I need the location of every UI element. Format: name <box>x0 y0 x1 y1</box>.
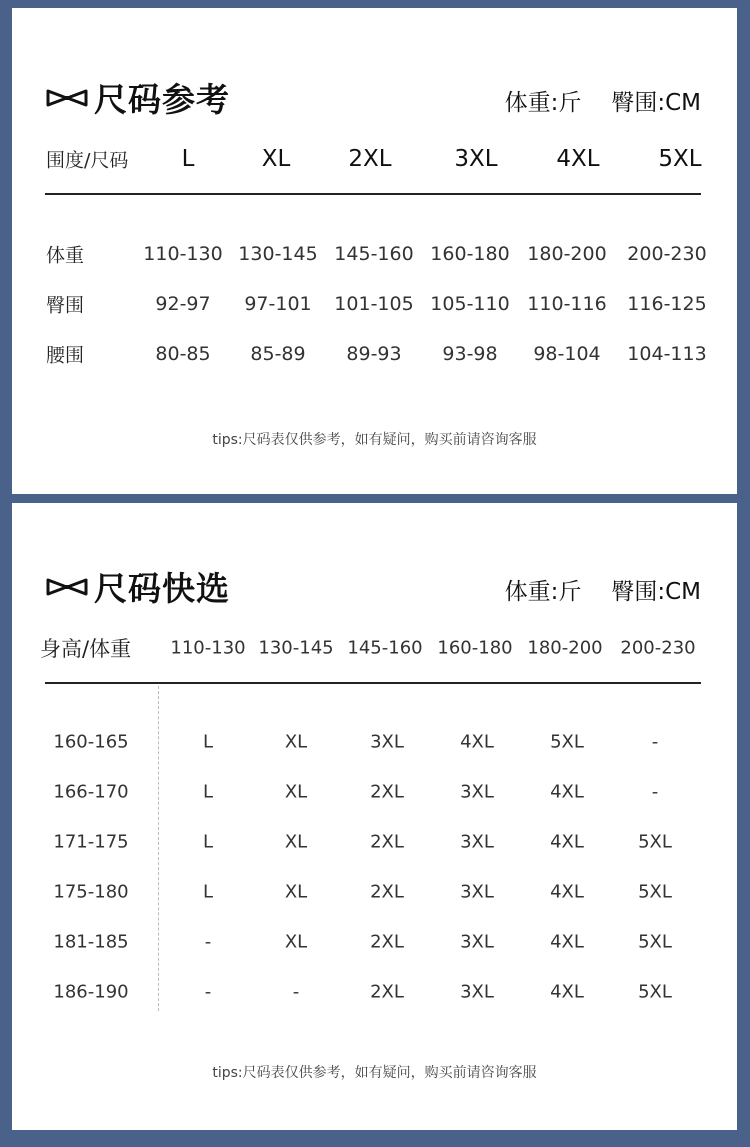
table-cell: L <box>202 781 214 803</box>
table-cell: 130-145 <box>238 243 318 265</box>
reference-title-row <box>46 74 230 121</box>
table-cell: 80-85 <box>155 343 211 365</box>
table-cell: 104-113 <box>627 343 707 365</box>
size-header-L: L <box>181 146 195 172</box>
table-cell: 5XL <box>550 731 584 753</box>
reference-units <box>505 84 701 117</box>
weight-unit-label: 体重:斤 <box>504 90 582 116</box>
height-label: 160-165 <box>53 731 129 753</box>
quick-header-divider <box>45 682 701 684</box>
weight-header: 130-145 <box>258 637 334 659</box>
table-cell: 145-160 <box>334 243 414 265</box>
table-cell: L <box>202 831 214 853</box>
table-cell: L <box>202 881 214 903</box>
table-cell: 2XL <box>370 781 404 803</box>
row-label-waist: 腰围 <box>46 344 85 367</box>
table-cell: 4XL <box>550 881 584 903</box>
weight-header: 110-130 <box>170 637 246 659</box>
row-label-weight: 体重 <box>46 244 85 267</box>
table-cell: - <box>292 981 300 1003</box>
hip-unit-label: 臀围:CM <box>611 579 701 605</box>
bow-tie-icon <box>46 88 88 108</box>
quick-units <box>505 573 701 606</box>
table-cell: 2XL <box>370 981 404 1003</box>
table-cell: 4XL <box>550 831 584 853</box>
table-cell: 160-180 <box>430 243 510 265</box>
table-cell: 2XL <box>370 881 404 903</box>
table-cell: 4XL <box>460 731 494 753</box>
table-cell: 89-93 <box>346 343 402 365</box>
height-label: 171-175 <box>53 831 129 853</box>
hip-unit-label: 臀围:CM <box>611 90 701 116</box>
table-cell: 92-97 <box>155 293 211 315</box>
quick-title-row <box>46 563 230 610</box>
weight-header: 200-230 <box>620 637 696 659</box>
table-cell: L <box>202 731 214 753</box>
quick-title: 尺码快选 <box>94 569 230 608</box>
table-cell: 116-125 <box>627 293 707 315</box>
height-label: 175-180 <box>53 881 129 903</box>
size-header-3XL: 3XL <box>454 146 498 172</box>
height-label: 181-185 <box>53 931 129 953</box>
weight-unit-label: 体重:斤 <box>504 579 582 605</box>
table-cell: XL <box>284 881 308 903</box>
table-cell: XL <box>284 831 308 853</box>
weight-header: 145-160 <box>347 637 423 659</box>
table-cell: 93-98 <box>442 343 498 365</box>
table-cell: 85-89 <box>250 343 306 365</box>
table-cell: 98-104 <box>533 343 601 365</box>
table-cell: 3XL <box>460 981 494 1003</box>
table-cell: - <box>651 781 659 803</box>
table-cell: 5XL <box>638 931 672 953</box>
table-cell: 2XL <box>370 931 404 953</box>
table-cell: 110-116 <box>527 293 607 315</box>
row-label-hip: 臀围 <box>46 294 85 317</box>
table-cell: 110-130 <box>143 243 223 265</box>
table-cell: 3XL <box>460 881 494 903</box>
table-cell: 180-200 <box>527 243 607 265</box>
size-header-XL: XL <box>261 146 291 172</box>
size-reference-panel <box>12 8 737 494</box>
quick-column-divider <box>158 686 159 1011</box>
table-cell: XL <box>284 731 308 753</box>
table-cell: 97-101 <box>244 293 312 315</box>
table-cell: 3XL <box>370 731 404 753</box>
table-cell: 2XL <box>370 831 404 853</box>
height-label: 166-170 <box>53 781 129 803</box>
table-cell: 101-105 <box>334 293 414 315</box>
table-cell: - <box>204 981 212 1003</box>
height-label: 186-190 <box>53 981 129 1003</box>
table-cell: 3XL <box>460 831 494 853</box>
bow-tie-icon <box>46 577 88 597</box>
reference-title: 尺码参考 <box>94 80 230 119</box>
size-header-5XL: 5XL <box>658 146 702 172</box>
weight-header: 160-180 <box>437 637 513 659</box>
table-cell: - <box>651 731 659 753</box>
quick-tips: tips:尺码表仅供参考，如有疑问，购买前请咨询客服 <box>212 1065 537 1081</box>
table-cell: 4XL <box>550 781 584 803</box>
table-cell: - <box>204 931 212 953</box>
table-cell: XL <box>284 931 308 953</box>
size-quick-select-panel <box>12 503 737 1130</box>
weight-header: 180-200 <box>527 637 603 659</box>
table-cell: 5XL <box>638 881 672 903</box>
table-cell: 3XL <box>460 781 494 803</box>
table-cell: 4XL <box>550 931 584 953</box>
table-cell: 3XL <box>460 931 494 953</box>
table-cell: 4XL <box>550 981 584 1003</box>
table-cell: 200-230 <box>627 243 707 265</box>
reference-tips: tips:尺码表仅供参考，如有疑问，购买前请咨询客服 <box>212 432 537 448</box>
size-header-2XL: 2XL <box>348 146 392 172</box>
reference-header-divider <box>45 193 701 195</box>
table-cell: 5XL <box>638 981 672 1003</box>
reference-corner-label: 围度/尺码 <box>46 149 129 172</box>
table-cell: 105-110 <box>430 293 510 315</box>
table-cell: 5XL <box>638 831 672 853</box>
quick-corner-label: 身高/体重 <box>40 637 132 661</box>
size-header-4XL: 4XL <box>556 146 600 172</box>
table-cell: XL <box>284 781 308 803</box>
